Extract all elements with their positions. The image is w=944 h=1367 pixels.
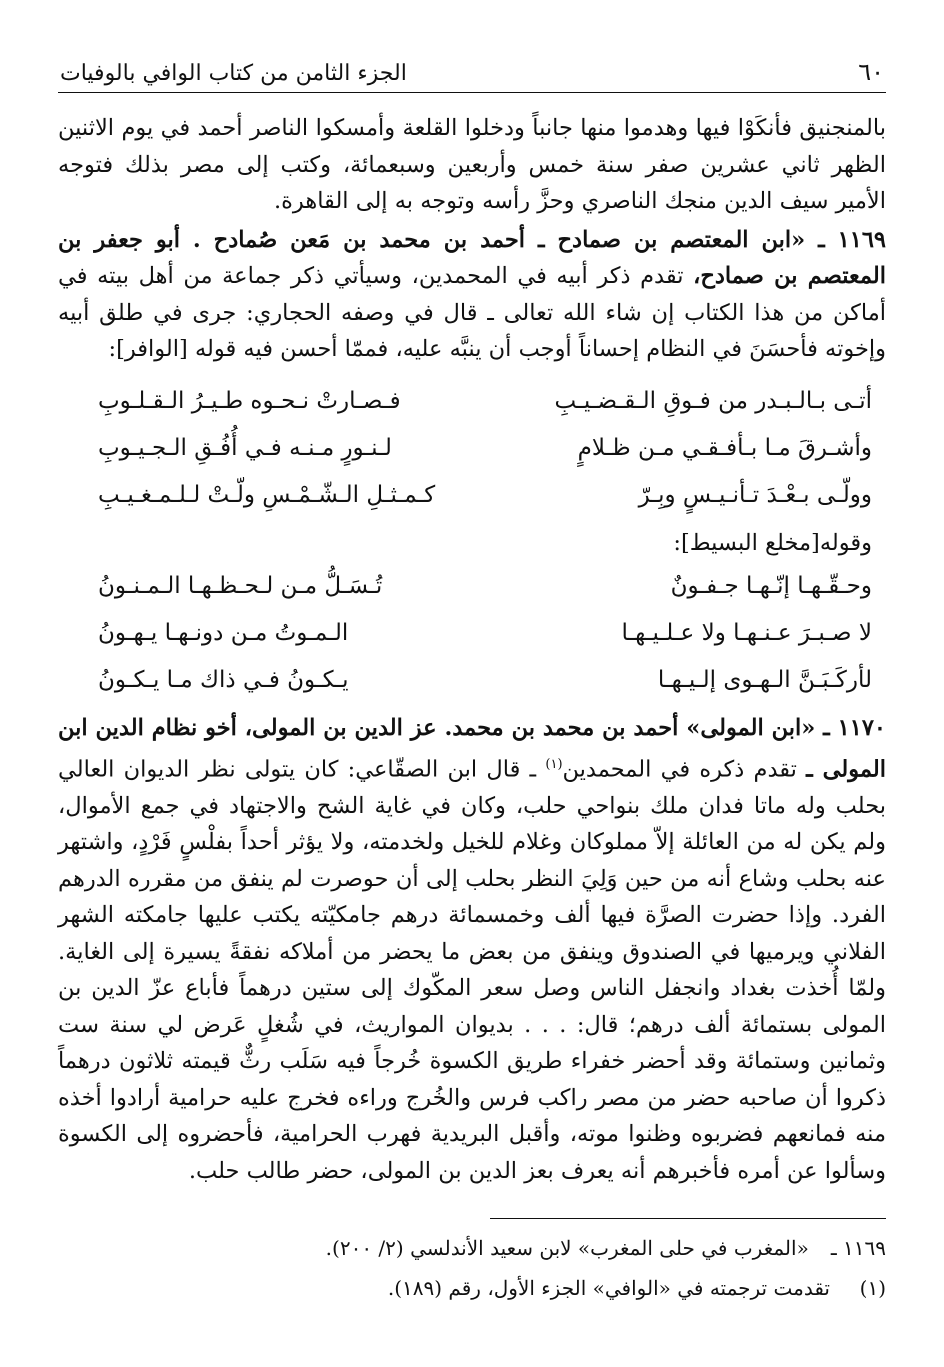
running-header (60, 40, 884, 86)
verse-hemistich-first: وحـقّـهـا إنّـهـا جـفـونٌ (670, 573, 872, 600)
verse-hemistich-second: تُـسَـلُّ مـن لـحـظـهـا الـمـنـونُ (98, 573, 383, 600)
main-text (58, 110, 886, 1189)
verse-hemistich-first: وولّـى بـعْـدَ تـأنـيـسٍ وبِـرّ (638, 481, 872, 508)
verse-hemistich-first: لا صـبـرَ عـنـهـا ولا عـلـيـهـا (621, 620, 872, 647)
footnote-text: تقدمت ترجمته في «الوافي» الجزء الأول، رقم (١٨٩). (387, 1276, 830, 1300)
verse-hemistich-first: أتـى بـالـبـدر من فـوقِ الـقـضـيـبِ (554, 387, 872, 414)
poem-1 (58, 378, 886, 519)
poem-2 (58, 563, 886, 704)
entry-1170-title: ١١٧٠ ـ «ابن المولى» أحمد بن محمد بن محمد. عز الدين بن المولى، أخو نظام الدين ابن المولى ـ (58, 715, 886, 782)
header-rule (58, 92, 886, 93)
entry-1170 (58, 710, 886, 1189)
entry-1170-text-continued: ـ قال ابن الصقّاعي: كان يتولى نظر الديوان العالي بحلب وله ماتا فدان ملك بنواحي حلب، وكان في غاية الشح والاجتهاد في جمع الأموال، ولم يكن له من العائلة إلاّ مملوكان وغلام للخيل ولخدمته، ولا يؤثر أحداً بفلْسٍ فَرْدٍ، واشتهر عنه بحلب وشاع أنه من حين وَلِيَ النظر بحلب إلى أن حوصرت لم ينفق من مقرره الدرهم الفرد. وإذا حضرت الصرَّة فيها ألف وخمسمائة درهم جامكيّته يكتب عليها جامكته الشهر الفلاني ويرميها في الصندوق وينفق من بعض ما يحضر من أملاكه نفقةً يسيرة إلى الغاية. ولمّا أُخذت بغداد وانجفل الناس وصل سعر المكّوك إلى ستين درهماً فأباع عزّ الدين بن المولى بستمائة ألف درهم؛ قال: . . . بديوان المواريث، في شُغلٍ عَرض لي سنة ست وثمانين وستمائة وقد أحضر خفراء طريق الكسوة خُرجاً فيه سَلَب رثٌّ قيمته ثلاثون درهماً ذكروا أن صاحبه حضر من مصر راكب فرس والخُرج وراءه فخرج عليه حرامية أرادوا أخذه منه فمانعهم فضربوه وظنوا موته، وأقبل البريدية فهرب الحرامية، فأحضروه إلى الكسوة وسألوا عن أمره فأخبرهم أنه يعرف بعز الدين بن المولى، حضر طالب حلب. (58, 756, 886, 1184)
entry-1170-text: تقدم ذكره في المحمدين (562, 756, 807, 782)
verse-hemistich-first: وأشـرقَ مـا بـأفـقـي مـن ظـلامٍ (577, 434, 872, 461)
paragraph-continuation: بالمنجنيق فأنكَوْا فيها وهدموا منها جانباً ودخلوا القلعة وأمسكوا الناصر أحمد في يوم الاثنين الظهر ثاني عشرين صفر سنة خمس وأربعين وسبعمائة، وكتب إلى مصر بذلك فتوجه الأمير سيف الدين منجك الناصري وحزَّ رأسه وتوجه به إلى القاهرة. (58, 115, 886, 214)
verse-line (58, 472, 886, 519)
footnote-rule (490, 1218, 886, 1219)
entry-1169 (58, 222, 886, 368)
footnote-number: (١) (859, 1276, 886, 1300)
footnote-item (58, 1268, 886, 1308)
verse-line (58, 563, 886, 610)
verse-hemistich-second: الـمـوتُ مـن دونـهـا يـهـونُ (98, 620, 349, 647)
verse-line (58, 610, 886, 657)
verse-hemistich-first: لأركَـبَـنَّ الـهـوى إلـيـهـا (657, 667, 872, 694)
footnote-item (58, 1228, 886, 1268)
verse-hemistich-second: فـصـارتْ نـحـوه طـيـرُ الـقـلـوبِ (98, 387, 401, 414)
verse-hemistich-second: كـمـثـلِ الـشّـمْـسِ ولّـتْ لـلـمـغـيـبِ (98, 481, 436, 508)
footnotes (58, 1228, 886, 1308)
verse-line (58, 425, 886, 472)
verse-hemistich-second: لـنـورٍ مـنـه فـي أُفُـقِ الـجـيـوبِ (98, 434, 392, 461)
footnote-text: «المغرب في حلى المغرب» لابن سعيد الأندلسي (٢/ ٢٠٠). (325, 1236, 809, 1260)
page-number: ٦٠ (858, 58, 884, 86)
verse-line (58, 378, 886, 425)
entry-1169-title: ١١٦٩ ـ «ابن المعتصم بن صمادح ـ أحمد بن محمد بن مَعن صُمادح . أبو جعفر بن المعتصم بن صمادح، (58, 226, 887, 289)
running-title: الجزء الثامن من كتاب الوافي بالوفيات (60, 61, 407, 86)
verse-hemistich-second: يـكـونُ فـي ذاك مـا يـكـونُ (98, 667, 349, 694)
entry-1169-text: تقدم ذكر أبيه في المحمدين، وسيأتي ذكر جماعة من أهل بيته في أماكن من هذا الكتاب إن شاء الله تعالى ـ قال في وصفه الحجاري: جرى في طلق أبيه وإخوته فأحسَنَ في النظام إحساناً أوجب أن ينبَّه عليه، فممّا أحسن فيه قوله [الوافر]: (58, 263, 886, 362)
footnote-number: ١١٦٩ ـ (830, 1236, 886, 1260)
meter-label: وقوله[مخلع البسيط]: (673, 529, 872, 556)
verse-line (58, 657, 886, 704)
footnote-reference: (١) (545, 756, 563, 772)
